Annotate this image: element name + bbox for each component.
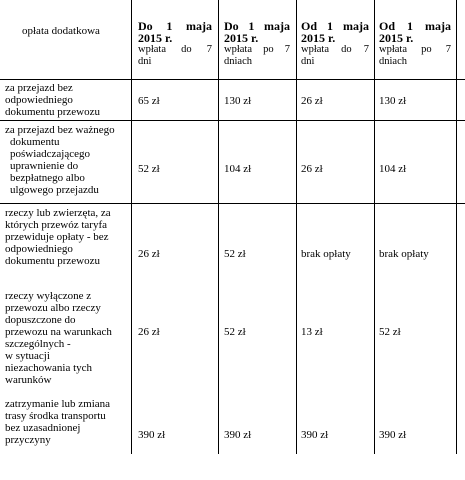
row-2-desc-line: ulgowego przejazdu [10, 184, 99, 196]
column-divider [456, 0, 457, 454]
column-divider [296, 0, 297, 454]
row-2-value-2: 104 zł [224, 163, 252, 175]
header-col-2-line2: 2015 r. [224, 31, 259, 45]
header-col-4-line2: 2015 r. [379, 31, 414, 45]
header-col-1-line2: 2015 r. [138, 31, 173, 45]
header-col-2-line1: Do 1 maja [224, 19, 290, 33]
row-2-description [5, 124, 123, 196]
column-divider [131, 0, 132, 454]
row-5-desc-line: bez uzasadnionej [5, 422, 81, 434]
row-4-value-4: 52 zł [379, 326, 401, 338]
row-4-description [5, 290, 123, 386]
row-1-value-3: 26 zł [301, 95, 323, 107]
row-2-desc-line: bezpłatnego albo [10, 172, 85, 184]
header-col-3-line3: wpłata do 7 [301, 44, 369, 55]
row-2-value-1: 52 zł [138, 163, 160, 175]
header-col-3-line2: 2015 r. [301, 31, 336, 45]
row-4-value-1: 26 zł [138, 326, 160, 338]
row-5-value-1: 390 zł [138, 429, 166, 441]
row-4-desc-line: dopuszczone do [5, 314, 76, 326]
row-1-desc-line: dokumentu przewozu [5, 106, 100, 118]
header-col-2-line3: wpłata po 7 [224, 44, 290, 55]
row-3-value-4: brak opłaty [379, 248, 429, 260]
header-col-4 [379, 20, 451, 68]
row-5-desc-line: zatrzymanie lub zmiana [5, 398, 111, 410]
row-1-description [5, 82, 123, 118]
header-col-1-line1: Do 1 maja [138, 19, 212, 33]
row-2-desc-line: uprawnienie do [10, 160, 79, 172]
row-1-value-2: 130 zł [224, 95, 252, 107]
row-3-desc-line: przewiduje opłaty - bez [5, 231, 109, 243]
row-4-desc-line: rzeczy wyłączone z [5, 290, 92, 302]
header-col-3-line4: dni [301, 56, 315, 67]
row-4-desc-line: szczególnych - [5, 338, 71, 350]
row-3-value-2: 52 zł [224, 248, 246, 260]
row-3-description [5, 207, 123, 267]
row-divider [0, 120, 465, 121]
row-2-desc-line: poświadczającego [10, 148, 91, 160]
row-3-desc-line: odpowiedniego [5, 243, 73, 255]
row-4-desc-line: w sytuacji [5, 350, 50, 362]
row-3-value-1: 26 zł [138, 248, 160, 260]
header-fee-label: opłata dodatkowa [22, 25, 100, 37]
row-1-desc-line: za przejazd bez [5, 82, 73, 94]
row-5-desc-line: trasy środka transportu [5, 410, 106, 422]
row-3-desc-line: których przewóz taryfa [5, 219, 108, 231]
header-col-4-line3: wpłata po 7 [379, 44, 451, 55]
row-4-value-3: 13 zł [301, 326, 323, 338]
row-5-desc-line: przyczyny [5, 434, 51, 446]
row-3-desc-line: rzeczy lub zwierzęta, za [5, 207, 111, 219]
header-col-1 [138, 20, 212, 68]
row-5-description [5, 398, 123, 446]
row-4-desc-line: warunków [5, 374, 52, 386]
row-4-desc-line: niezachowania tych [5, 362, 93, 374]
row-divider [0, 203, 465, 204]
header-col-3-line1: Od 1 maja [301, 19, 369, 33]
row-2-desc-line: za przejazd bez ważnego [5, 124, 115, 136]
row-4-value-2: 52 zł [224, 326, 246, 338]
header-col-3 [301, 20, 369, 68]
header-col-1-line3: wpłata do 7 [138, 44, 212, 55]
header-col-4-line4: dniach [379, 56, 407, 67]
header-col-1-line4: dni [138, 56, 152, 67]
row-3-value-3: brak opłaty [301, 248, 351, 260]
header-col-2 [224, 20, 290, 68]
column-divider [374, 0, 375, 454]
row-5-value-4: 390 zł [379, 429, 407, 441]
header-col-2-line4: dniach [224, 56, 252, 67]
header-col-4-line1: Od 1 maja [379, 19, 451, 33]
row-2-value-3: 26 zł [301, 163, 323, 175]
row-4-desc-line: przewozu albo rzeczy [5, 302, 101, 314]
row-divider [0, 79, 465, 80]
row-2-desc-line: dokumentu [10, 136, 60, 148]
row-1-desc-line: odpowiedniego [5, 94, 73, 106]
row-4-desc-line: przewozu na warunkach [5, 326, 112, 338]
row-2-value-4: 104 zł [379, 163, 407, 175]
row-1-value-4: 130 zł [379, 95, 407, 107]
row-5-value-2: 390 zł [224, 429, 252, 441]
row-3-desc-line: dokumentu przewozu [5, 255, 100, 267]
row-5-value-3: 390 zł [301, 429, 329, 441]
column-divider [218, 0, 219, 454]
row-1-value-1: 65 zł [138, 95, 160, 107]
